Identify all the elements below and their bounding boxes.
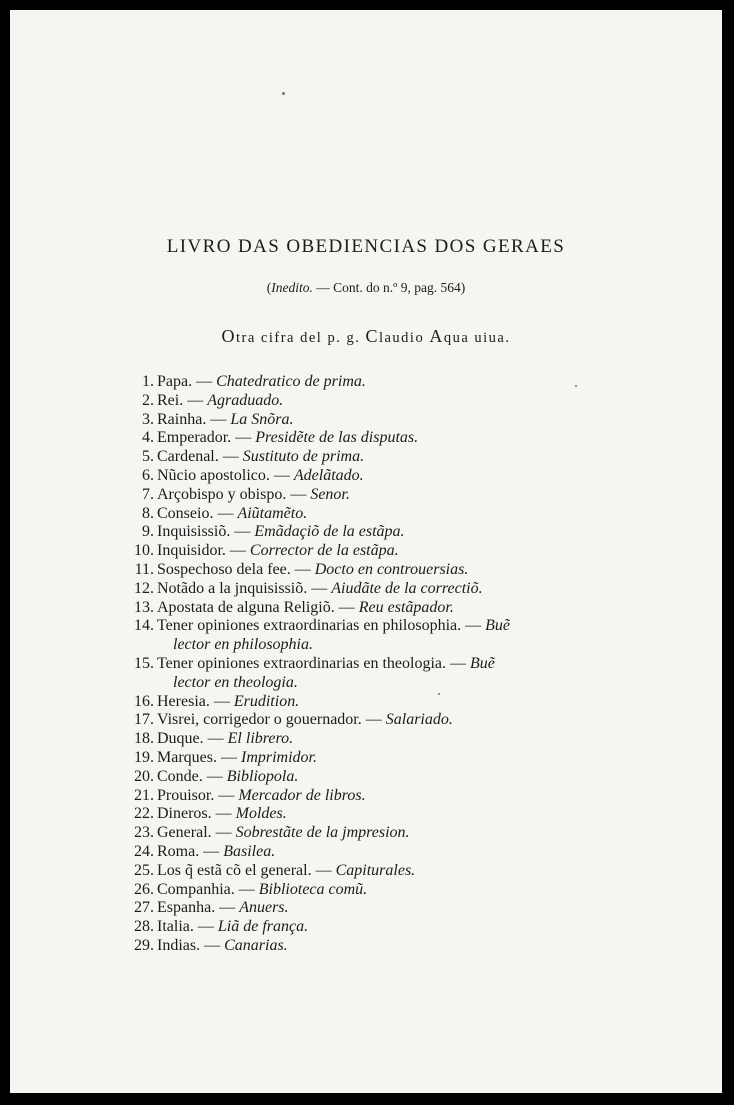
item-meaning: Canarias. <box>224 936 288 954</box>
list-item <box>118 505 618 524</box>
heading-part: tra cifra del p. g. <box>236 330 366 346</box>
item-meaning: Anuers. <box>239 899 289 917</box>
list-item <box>118 881 618 900</box>
item-term: Tener opiniones extraordinarias en philosophia. — <box>157 617 486 635</box>
list-item <box>118 561 618 580</box>
item-term: Rei. — <box>157 391 208 409</box>
item-number: 7. <box>142 485 154 503</box>
subtitle <box>10 280 722 296</box>
item-meaning: Aiũtamẽto. <box>237 504 308 522</box>
list-item <box>118 542 618 561</box>
list-item <box>118 429 618 448</box>
item-number: 4. <box>142 429 154 447</box>
item-term: Companhia. — <box>157 880 259 898</box>
item-number: 20. <box>134 767 154 785</box>
item-term: Espanha. — <box>157 899 240 917</box>
item-meaning: Mercador de libros. <box>238 786 366 804</box>
item-number: 11. <box>134 560 154 578</box>
item-meaning: Buẽ <box>485 617 510 635</box>
item-term: Los q̃ estã cõ el general. — <box>157 861 336 879</box>
speck <box>282 92 285 95</box>
cipher-list <box>118 373 618 956</box>
document-page <box>10 10 722 1093</box>
item-meaning: Erudition. <box>233 692 300 710</box>
item-meaning: Sustituto de prima. <box>242 448 365 466</box>
item-number: 17. <box>134 711 154 729</box>
item-term: General. — <box>157 824 236 842</box>
item-term: Conde. — <box>157 767 227 785</box>
item-term: Visrei, corrigedor o gouernador. — <box>157 711 386 729</box>
item-term: Cardenal. — <box>157 448 243 466</box>
list-item <box>118 599 618 618</box>
item-meaning: El librero. <box>227 730 294 748</box>
item-term: Inquisissiõ. — <box>157 523 255 541</box>
item-meaning: Reu estãpador. <box>358 598 454 616</box>
item-term: Rainha. — <box>157 410 231 428</box>
item-meaning: Liã de frança. <box>217 918 309 936</box>
item-number: 12. <box>134 579 154 597</box>
list-item <box>118 486 618 505</box>
subtitle-italic: Inedito. <box>271 280 313 295</box>
list-item <box>118 580 618 599</box>
item-meaning: Capiturales. <box>335 861 416 879</box>
item-number: 21. <box>134 786 154 804</box>
list-item <box>118 411 618 430</box>
list-item <box>118 787 618 806</box>
list-item <box>118 749 618 768</box>
item-meaning-continued: lector en philosophia. <box>173 636 313 654</box>
item-term: Prouisor. — <box>157 786 239 804</box>
heading-cap: O <box>221 326 236 346</box>
item-meaning: Presidẽte de las disputas. <box>255 429 419 447</box>
item-meaning: Agraduado. <box>207 391 284 409</box>
item-number: 25. <box>134 861 154 879</box>
item-term: Tener opiniones extraordinarias en theologia. — <box>157 654 470 672</box>
item-number: 22. <box>134 805 154 823</box>
item-number: 24. <box>134 842 154 860</box>
item-number: 16. <box>134 692 154 710</box>
item-meaning: Docto en controuersias. <box>314 560 469 578</box>
list-item <box>118 448 618 467</box>
item-term: Marques. — <box>157 748 241 766</box>
list-item <box>118 655 618 693</box>
list-item <box>118 937 618 956</box>
item-meaning: Buẽ <box>470 654 495 672</box>
item-number: 1. <box>142 373 154 390</box>
item-term: Conseio. — <box>157 504 238 522</box>
item-number: 6. <box>142 466 154 484</box>
heading-part: laudio <box>378 330 430 346</box>
heading-cap: A <box>429 326 444 346</box>
item-term: Italia. — <box>157 918 218 936</box>
item-meaning: Basilea. <box>223 842 276 860</box>
item-meaning: Emãdaçiõ de la estãpa. <box>254 523 405 541</box>
list-item <box>118 711 618 730</box>
item-meaning: Imprimidor. <box>240 748 317 766</box>
item-meaning: Sobrestãte de la jmpresion. <box>235 824 410 842</box>
item-number: 14. <box>134 617 154 635</box>
item-number: 27. <box>134 899 154 917</box>
list-item <box>118 862 618 881</box>
item-number: 5. <box>142 448 154 466</box>
list-item <box>118 730 618 749</box>
item-meaning: Chatedratico de prima. <box>216 373 366 390</box>
item-number: 15. <box>134 654 154 672</box>
item-term: Inquisidor. — <box>157 542 250 560</box>
item-term: Indias. — <box>157 936 225 954</box>
item-number: 8. <box>142 504 154 522</box>
list-item <box>118 805 618 824</box>
item-meaning: Aiudãte de la correctiõ. <box>331 579 483 597</box>
item-term: Dineros. — <box>157 805 236 823</box>
item-term: Sospechoso dela fee. — <box>157 560 315 578</box>
item-meaning: Corrector de la estãpa. <box>249 542 399 560</box>
subtitle-rest: — Cont. do n.º 9, pag. 564) <box>312 280 466 295</box>
list-item <box>118 617 618 655</box>
heading-cap: C <box>365 326 379 346</box>
page-title: LIVRO DAS OBEDIENCIAS DOS GERAES <box>166 236 566 257</box>
item-number: 3. <box>142 410 154 428</box>
item-number: 23. <box>134 824 154 842</box>
item-meaning: Moldes. <box>235 805 287 823</box>
list-item <box>118 693 618 712</box>
item-number: 19. <box>134 748 154 766</box>
list-item <box>118 918 618 937</box>
list-item <box>118 392 618 411</box>
item-meaning: La Snõra. <box>230 410 294 428</box>
item-term: Arçobispo y obispo. — <box>157 485 311 503</box>
list-item <box>118 899 618 918</box>
item-number: 28. <box>134 918 154 936</box>
heading-part: qua uiua. <box>443 330 511 346</box>
item-number: 9. <box>142 523 154 541</box>
list-item <box>118 373 618 392</box>
item-meaning: Salariado. <box>385 711 453 729</box>
item-number: 18. <box>134 730 154 748</box>
item-term: Emperador. — <box>157 429 256 447</box>
item-term: Roma. — <box>157 842 224 860</box>
item-term: Notãdo a la jnquisissiõ. — <box>157 579 332 597</box>
item-term: Apostata de alguna Religiõ. — <box>157 598 359 616</box>
item-number: 29. <box>134 936 154 954</box>
subtitle-open: ( <box>266 280 272 295</box>
item-number: 2. <box>142 391 154 409</box>
item-meaning: Senor. <box>310 485 350 503</box>
item-meaning: Adelãtado. <box>293 466 364 484</box>
item-term: Papa. — <box>157 373 217 390</box>
list-item <box>118 824 618 843</box>
list-item <box>118 843 618 862</box>
section-heading <box>10 326 722 347</box>
list-item <box>118 523 618 542</box>
item-term: Heresia. — <box>157 692 234 710</box>
item-term: Nũcio apostolico. — <box>157 466 294 484</box>
item-meaning-continued: lector en theologia. <box>173 673 298 691</box>
item-term: Duque. — <box>157 730 228 748</box>
item-meaning: Biblioteca comũ. <box>258 880 368 898</box>
list-item <box>118 768 618 787</box>
list-item <box>118 467 618 486</box>
item-meaning: Bibliopola. <box>226 767 299 785</box>
item-number: 13. <box>134 598 154 616</box>
item-number: 26. <box>134 880 154 898</box>
item-number: 10. <box>134 542 154 560</box>
